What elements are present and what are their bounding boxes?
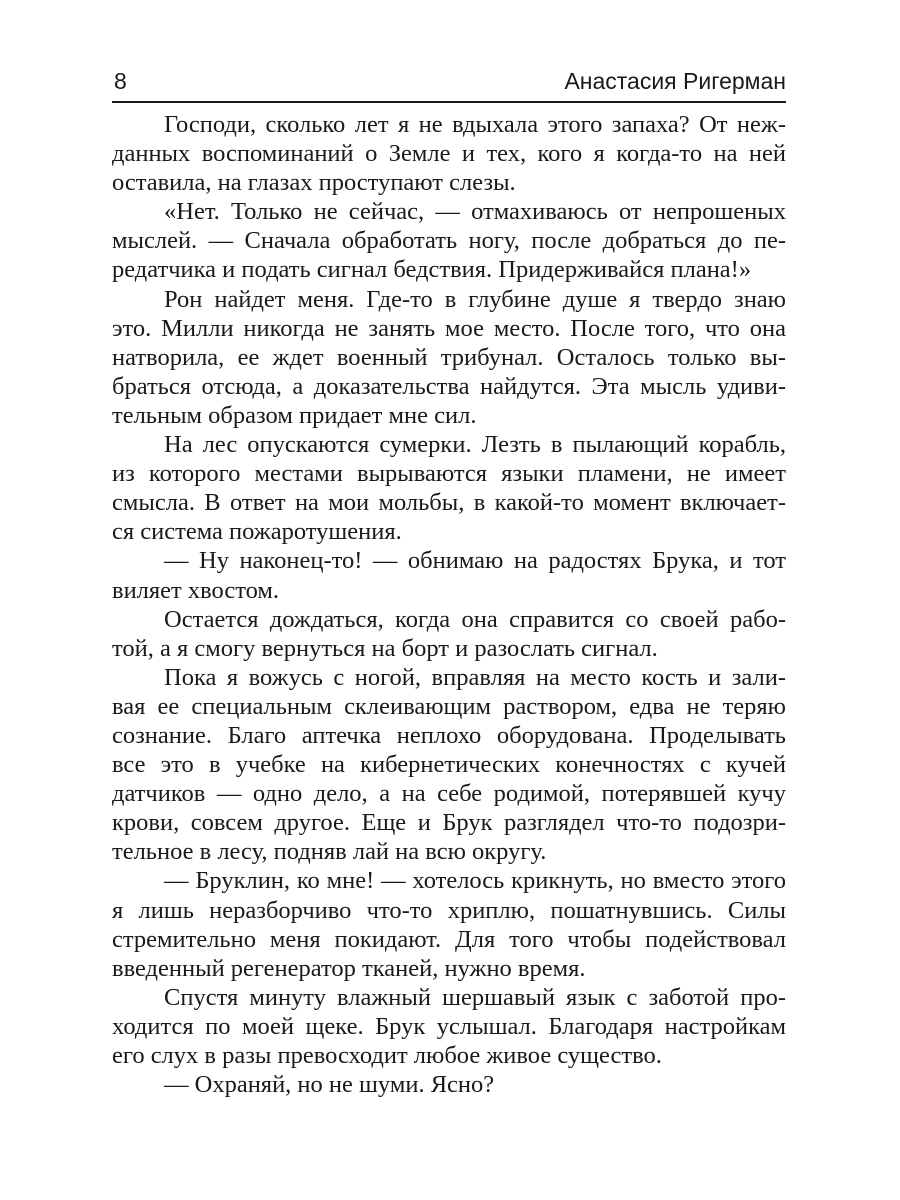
paragraph [112, 285, 786, 430]
page-header [112, 64, 786, 104]
text-line: — Ну наконец-то! — обнимаю на радостях Брука, и тот [164, 547, 786, 575]
text-line: смысла. В ответ на мои мольбы, в какой-то момент включает- [112, 489, 786, 517]
text-line: данных воспоминаний о Земле и тех, кого я когда-то на ней [112, 140, 786, 168]
text-line: я лишь неразборчиво что-то хриплю, пошатнувшись. Силы [112, 896, 786, 924]
text-line: Рон найдет меня. Где-то в глубине душе я твердо знаю [164, 285, 786, 313]
text-line: оставила, на глазах проступают слезы. [112, 169, 516, 197]
text-line: редатчика и подать сигнал бедствия. Придерживайся плана!» [112, 256, 752, 284]
paragraph [112, 197, 786, 284]
text-line: браться отсюда, а доказательства найдутся. Эта мысль удиви- [112, 372, 786, 400]
text-line: — Охраняй, но не шуми. Ясно? [164, 1071, 495, 1099]
running-head-author: Анастасия Ригерман [564, 68, 786, 94]
text-line: натворила, ее ждет военный трибунал. Осталось только вы- [112, 343, 786, 371]
body-text [112, 110, 786, 1099]
paragraph [112, 663, 786, 867]
text-line: датчиков — одно дело, а на себе родимой, потерявшей кучу [112, 780, 786, 808]
text-line: все это в учебке на кибернетических конечностях с кучей [112, 751, 786, 779]
text-line: виляет хвостом. [112, 576, 280, 604]
text-line: вая ее специальным склеивающим раствором, едва не теряю [112, 692, 786, 720]
text-line: Господи, сколько лет я не вдыхала этого запаха? От неж- [164, 111, 786, 138]
text-line: — Бруклин, ко мне! — хотелось крикнуть, но вместо этого [164, 867, 786, 895]
text-line: На лес опускаются сумерки. Лезть в пылающий корабль, [164, 431, 786, 459]
text-line: Остается дождаться, когда она справится со своей рабо- [164, 605, 786, 633]
text-line: из которого местами вырываются языки пламени, не имеет [112, 460, 786, 488]
paragraph [112, 605, 786, 663]
text-line: мыслей. — Сначала обработать ногу, после добраться до пе- [112, 227, 786, 255]
paragraph [112, 546, 786, 604]
text-line: стремительно меня покидают. Для того чтобы подействовал [112, 925, 786, 953]
text-line: ся система пожаротушения. [112, 518, 402, 546]
text-line: «Нет. Только не сейчас, — отмахиваюсь от непрошеных [164, 198, 786, 226]
text-line: крови, совсем другое. Еще и Брук разглядел что-то подозри- [112, 809, 786, 837]
text-line: тельное в лесу, подняв лай на всю округу. [112, 838, 547, 866]
paragraph [112, 866, 786, 982]
page-number: 8 [114, 68, 127, 94]
paragraph [112, 1070, 786, 1099]
text-line: Спустя минуту влажный шершавый язык с заботой про- [164, 983, 786, 1011]
text-line: это. Милли никогда не занять мое место. После того, что она [112, 314, 786, 342]
text-line: введенный регенератор тканей, нужно время. [112, 954, 586, 982]
text-line: той, а я смогу вернуться на борт и разослать сигнал. [112, 634, 658, 662]
text-line: ходится по моей щеке. Брук услышал. Благодаря настройкам [112, 1012, 786, 1040]
text-line: его слух в разы превосходит любое живое существо. [112, 1042, 662, 1069]
text-line: тельным образом придает мне сил. [112, 401, 477, 429]
paragraph [112, 430, 786, 546]
paragraph [112, 110, 786, 197]
text-line: сознание. Благо аптечка неплохо оборудована. Проделывать [112, 721, 786, 749]
text-line: Пока я вожусь с ногой, вправляя на место кость и зали- [164, 663, 786, 691]
header-rule [112, 101, 786, 103]
paragraph [112, 983, 786, 1070]
